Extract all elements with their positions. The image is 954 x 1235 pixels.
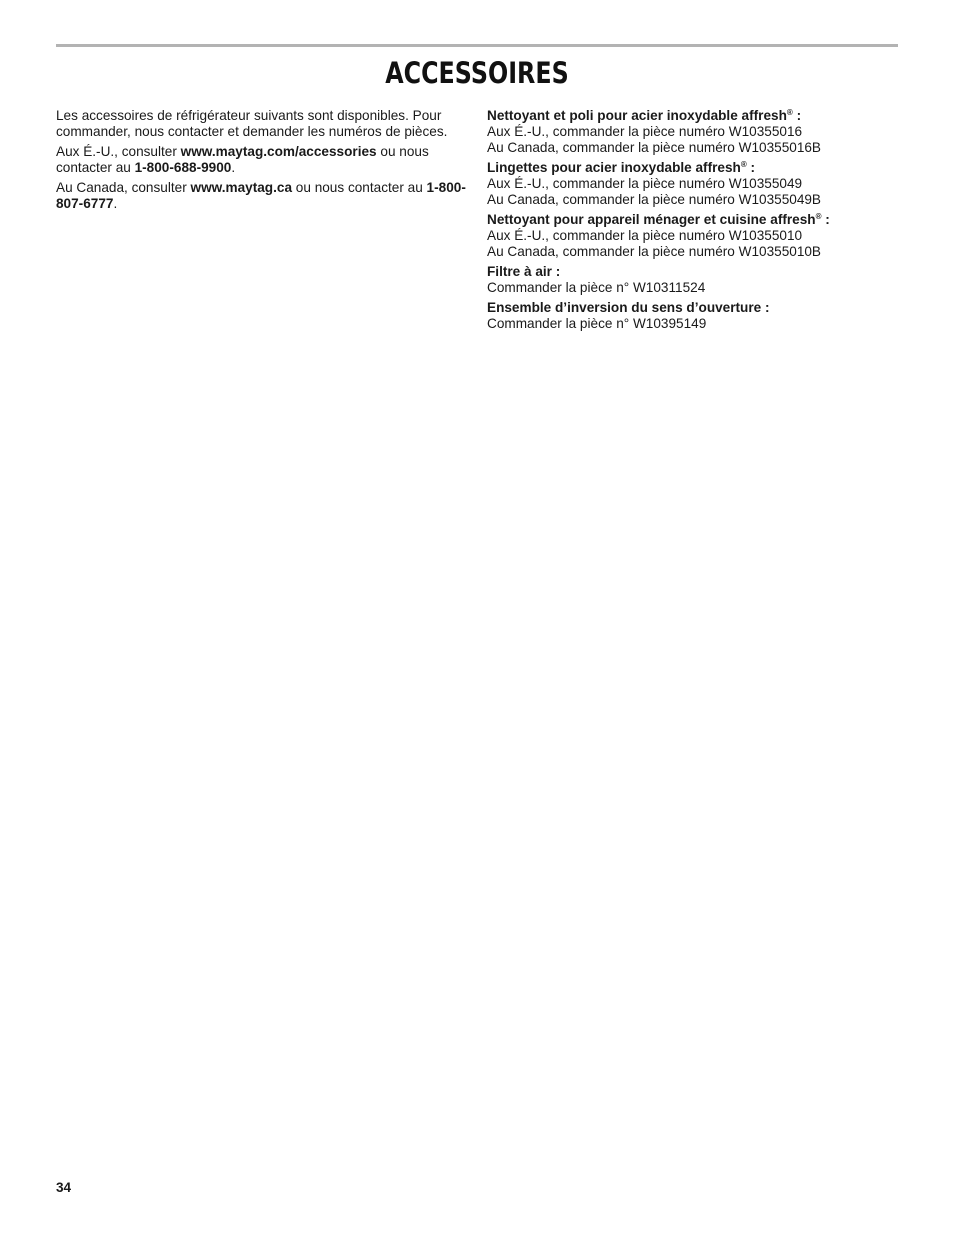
registered-mark: ® [815, 212, 822, 221]
page-title: ACCESSOIRES [385, 56, 569, 90]
part-number-line: Aux É.-U., commander la pièce numéro W10355010 [487, 228, 803, 243]
accessory-colon: : [792, 108, 802, 123]
intro-column [56, 108, 471, 216]
us-contact-prefix: Aux É.-U., consulter [56, 144, 181, 159]
part-number-line: Aux É.-U., commander la pièce numéro W10355016 [487, 124, 803, 139]
accessory-heading: Filtre à air : [487, 264, 561, 279]
accessory-heading [487, 108, 801, 123]
registered-mark: ® [740, 160, 747, 169]
us-phone-number: 1-800-688-9900 [134, 160, 232, 175]
accessory-heading [487, 212, 830, 227]
accessory-name: Nettoyant pour appareil ménager et cuisine affresh [487, 212, 816, 227]
part-number-line: Aux É.-U., commander la pièce numéro W10355049 [487, 176, 803, 191]
accessory-heading: Ensemble d’inversion du sens d’ouverture : [487, 300, 770, 315]
accessory-item [487, 212, 898, 260]
canada-contact-paragraph [56, 180, 471, 212]
part-number-line: Au Canada, commander la pièce numéro W10355010B [487, 244, 822, 259]
part-number-line: Au Canada, commander la pièce numéro W10355016B [487, 140, 822, 155]
us-contact-end: . [231, 160, 236, 175]
canada-contact-prefix: Au Canada, consulter [56, 180, 191, 195]
canada-phone-number: 1-800-807-6777 [56, 180, 466, 211]
us-contact-paragraph [56, 144, 471, 176]
accessory-item [487, 160, 898, 208]
part-number-line: Commander la pièce n° W10311524 [487, 280, 706, 295]
accessory-name: Lingettes pour acier inoxydable affresh [487, 160, 741, 175]
accessory-colon: : [821, 212, 830, 227]
canada-contact-middle: ou nous contacter au [292, 180, 427, 195]
canada-contact-end: . [113, 196, 118, 211]
page-number: 34 [56, 1180, 72, 1195]
accessory-item [487, 300, 898, 332]
us-contact-middle: ou nous contacter au [56, 144, 429, 175]
accessory-colon: : [746, 160, 756, 175]
us-website-link[interactable]: www.maytag.com/accessories [180, 144, 377, 159]
accessory-item [487, 108, 898, 156]
accessory-item [487, 264, 898, 296]
part-number-line: Commander la pièce n° W10395149 [487, 316, 707, 331]
part-number-line: Au Canada, commander la pièce numéro W10355049B [487, 192, 822, 207]
accessory-name: Nettoyant et poli pour acier inoxydable affresh [487, 108, 787, 123]
accessory-heading [487, 160, 755, 175]
intro-paragraph: Les accessoires de réfrigérateur suivants sont disponibles. Pour commander, nous contacter et demander les numéros de pièces. [56, 108, 448, 139]
canada-website-link[interactable]: www.maytag.ca [190, 180, 293, 195]
registered-mark: ® [786, 108, 793, 117]
top-rule [56, 44, 898, 47]
accessory-list [487, 108, 898, 336]
